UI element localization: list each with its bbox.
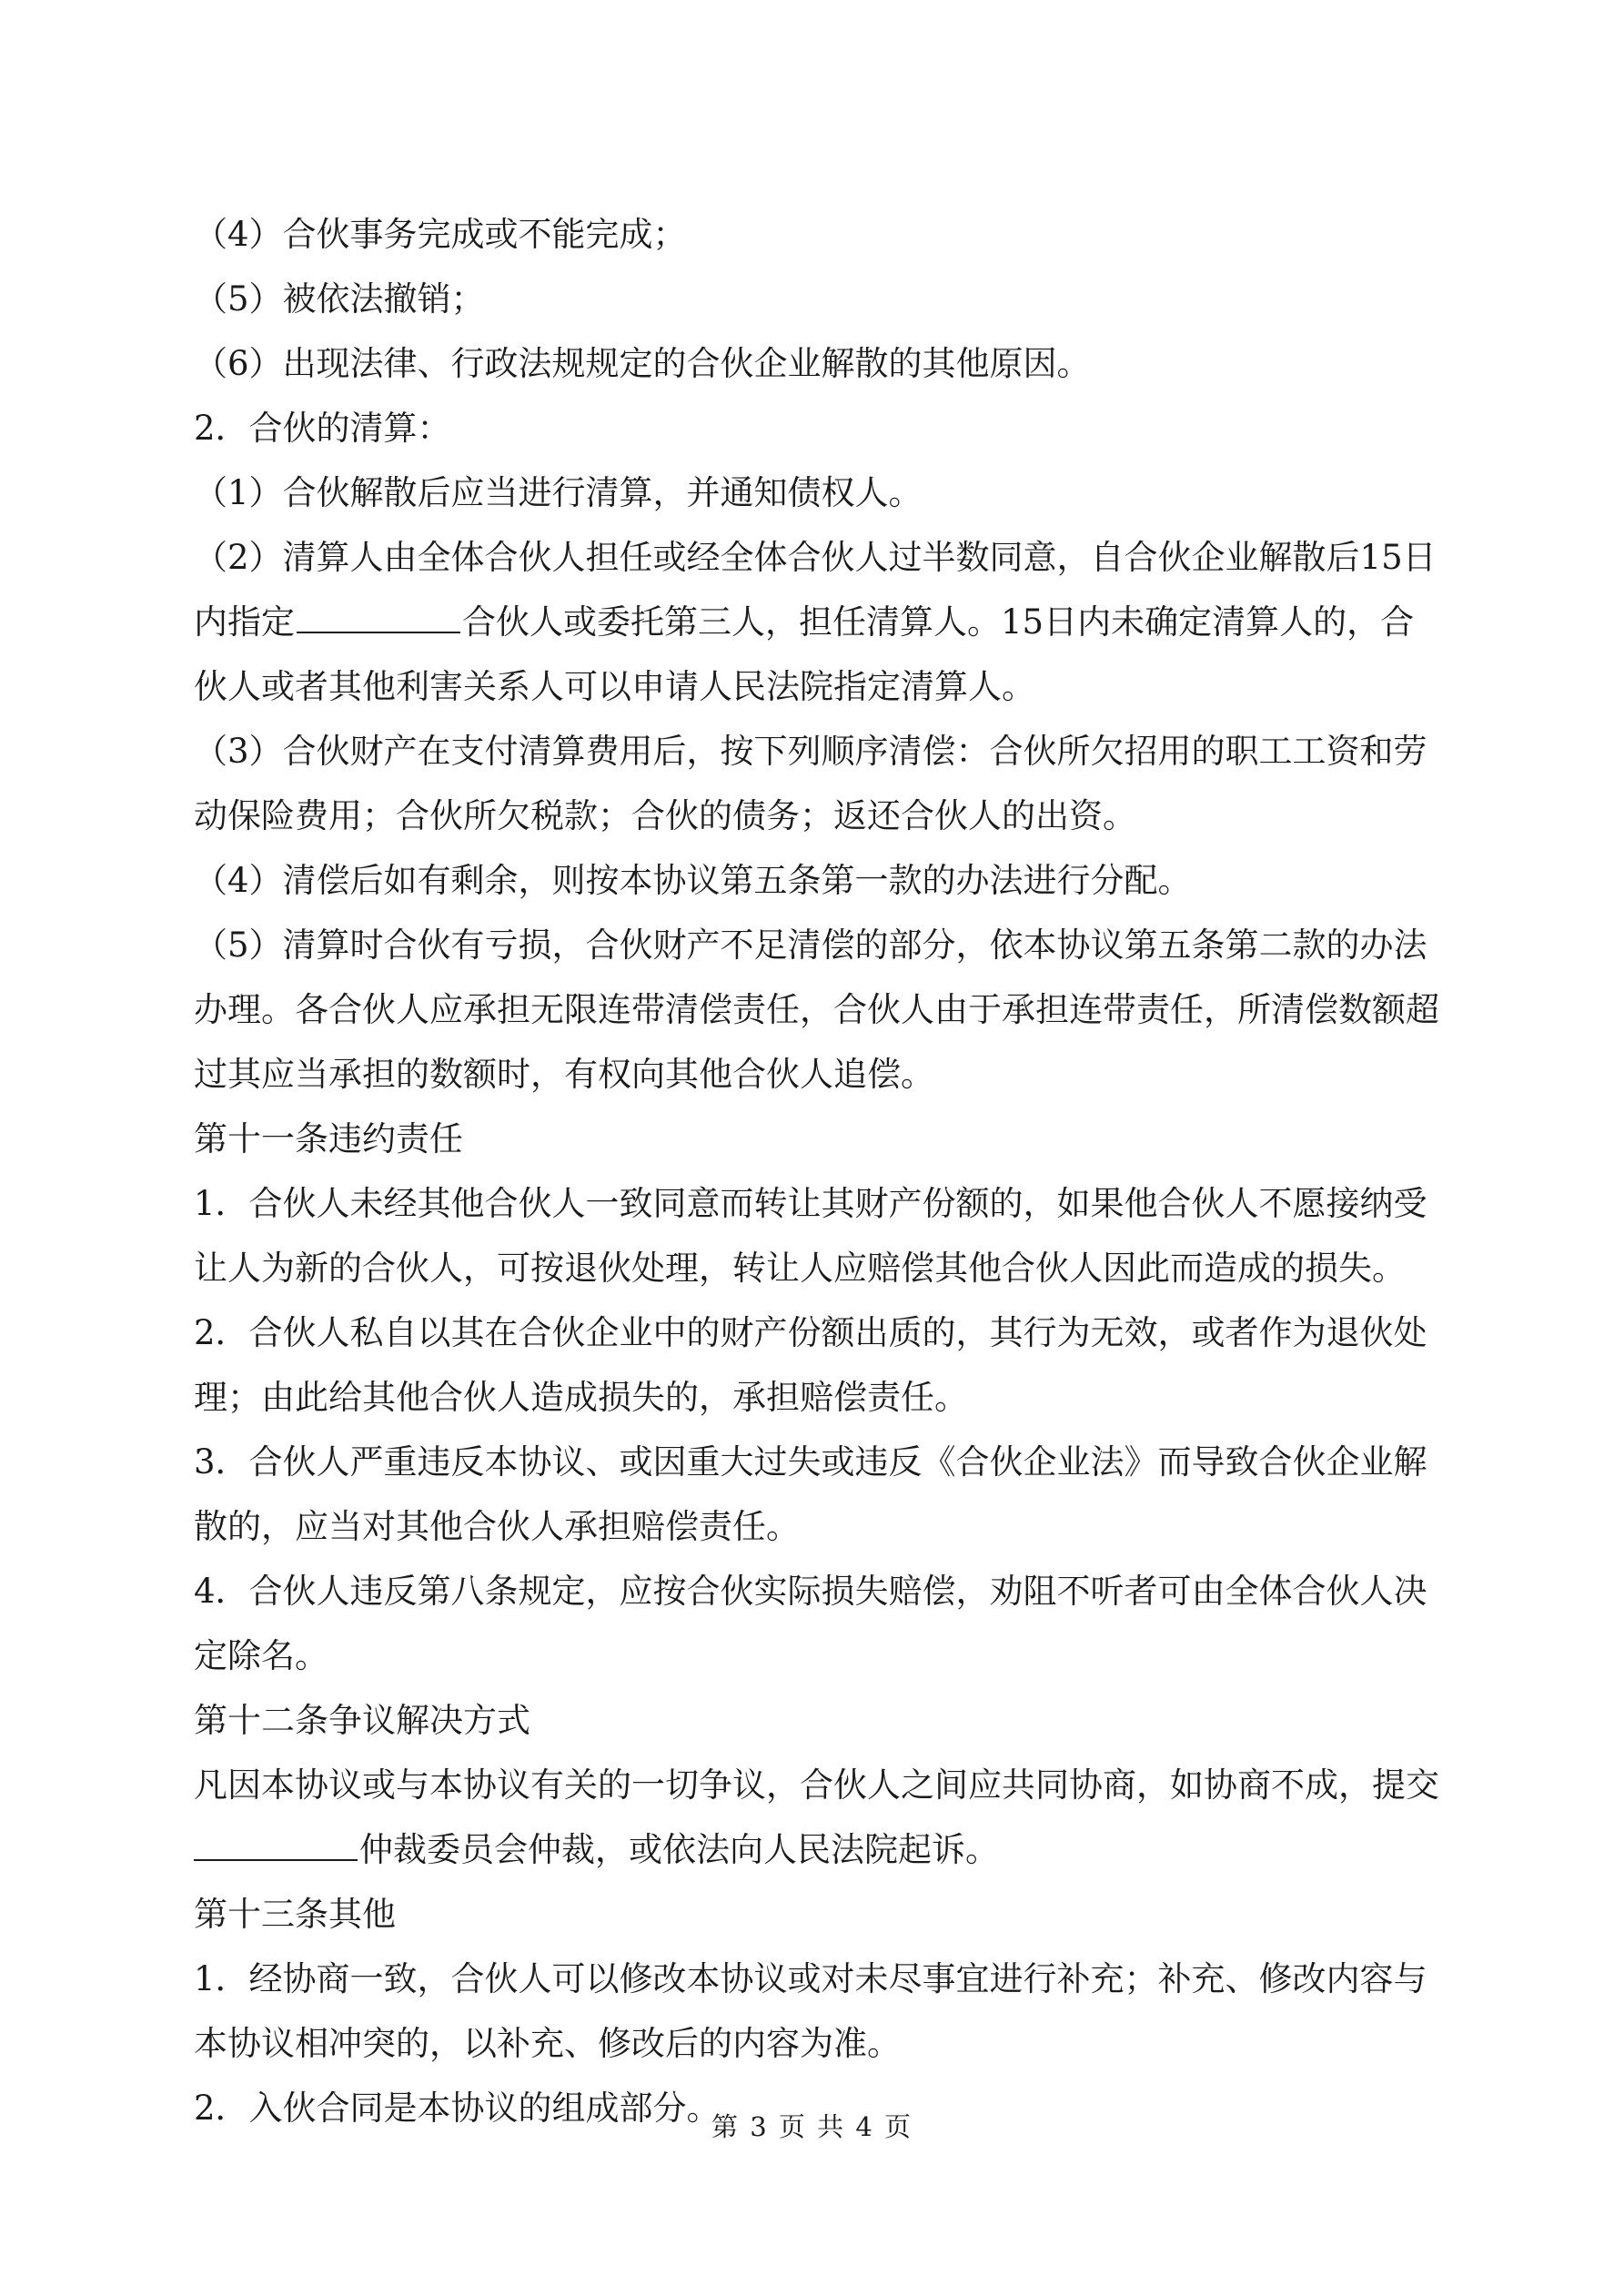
page-number-footer: 第 3 页 共 4 页 bbox=[711, 2111, 913, 2142]
paragraph-liquidation-heading: 2．合伙的清算： bbox=[194, 409, 451, 448]
fill-in-blank-line bbox=[297, 631, 460, 633]
paragraph-dissolution-item-4: （4）合伙事务完成或不能完成； bbox=[194, 215, 687, 254]
liquidation-item-2-part-1: （2）清算人由全体合伙人担任或经全体合伙人过半数同意，自合伙企业解散后15日内指定 bbox=[194, 538, 1437, 642]
paragraph-other-item-2: 2．入伙合同是本协议的组成部分。 bbox=[194, 2089, 721, 2128]
article-13-heading: 第十三条其他 bbox=[194, 1895, 396, 1934]
paragraph-other-item-1: 1．经协商一致，合伙人可以修改本协议或对未尽事宜进行补充；补充、修改内容与本协议相冲突的，以补充、修改后的内容为准。 bbox=[194, 1959, 1427, 2063]
paragraph-liquidation-item-4: （4）清偿后如有剩余，则按本协议第五条第一款的办法进行分配。 bbox=[194, 861, 1192, 900]
document-body bbox=[194, 202, 1440, 2140]
paragraph-dissolution-item-5: （5）被依法撤销； bbox=[194, 279, 485, 319]
paragraph-dispute-line-2 bbox=[194, 1817, 1440, 1882]
article-12-heading: 第十二条争议解决方式 bbox=[194, 1701, 530, 1740]
paragraph-breach-item-4: 4．合伙人违反第八条规定，应按合伙实际损失赔偿，劝阻不听者可由全体合伙人决定除名。 bbox=[194, 1572, 1427, 1675]
article-11-heading: 第十一条违约责任 bbox=[194, 1119, 463, 1158]
paragraph-liquidation-item-5: （5）清算时合伙有亏损，合伙财产不足清偿的部分，依本协议第五条第二款的办法办理。各合伙人应承担无限连带清偿责任，合伙人由于承担连带责任，所清偿数额超过其应当承担的数额时，有权向其他合伙人追偿。 bbox=[194, 925, 1439, 1094]
paragraph-breach-item-3: 3．合伙人严重违反本协议、或因重大过失或违反《合伙企业法》而导致合伙企业解散的，应当对其他合伙人承担赔偿责任。 bbox=[194, 1442, 1427, 1546]
paragraph-breach-item-2: 2．合伙人私自以其在合伙企业中的财产份额出质的，其行为无效，或者作为退伙处理；由此给其他合伙人造成损失的，承担赔偿责任。 bbox=[194, 1313, 1427, 1417]
dispute-line-2-text: 仲裁委员会仲裁，或依法向人民法院起诉。 bbox=[359, 1830, 999, 1869]
paragraph-breach-item-1: 1．合伙人未经其他合伙人一致同意而转让其财产份额的，如果他合伙人不愿接纳受让人为新的合伙人，可按退伙处理，转让人应赔偿其他合伙人因此而造成的损失。 bbox=[194, 1184, 1427, 1288]
paragraph-liquidation-item-3: （3）合伙财产在支付清算费用后，按下列顺序清偿：合伙所欠招用的职工工资和劳动保险费用；合伙所欠税款；合伙的债务；返还合伙人的出资。 bbox=[194, 732, 1427, 835]
liquidation-item-2-part-2: 合伙人或委托第三人，担任清算人。15日内未确定清算人的，合伙人或者其他利害关系人可以申请人民法院指定清算人。 bbox=[194, 602, 1415, 706]
paragraph-dissolution-item-6: （6）出现法律、行政法规规定的合伙企业解散的其他原因。 bbox=[194, 344, 1091, 383]
paragraph-liquidation-item-2 bbox=[194, 525, 1440, 719]
paragraph-dispute-line-1: 凡因本协议或与本协议有关的一切争议，合伙人之间应共同协商，如协商不成，提交 bbox=[194, 1765, 1439, 1805]
fill-in-blank-line bbox=[194, 1858, 358, 1861]
paragraph-liquidation-item-1: （1）合伙解散后应当进行清算，并通知债权人。 bbox=[194, 473, 923, 512]
